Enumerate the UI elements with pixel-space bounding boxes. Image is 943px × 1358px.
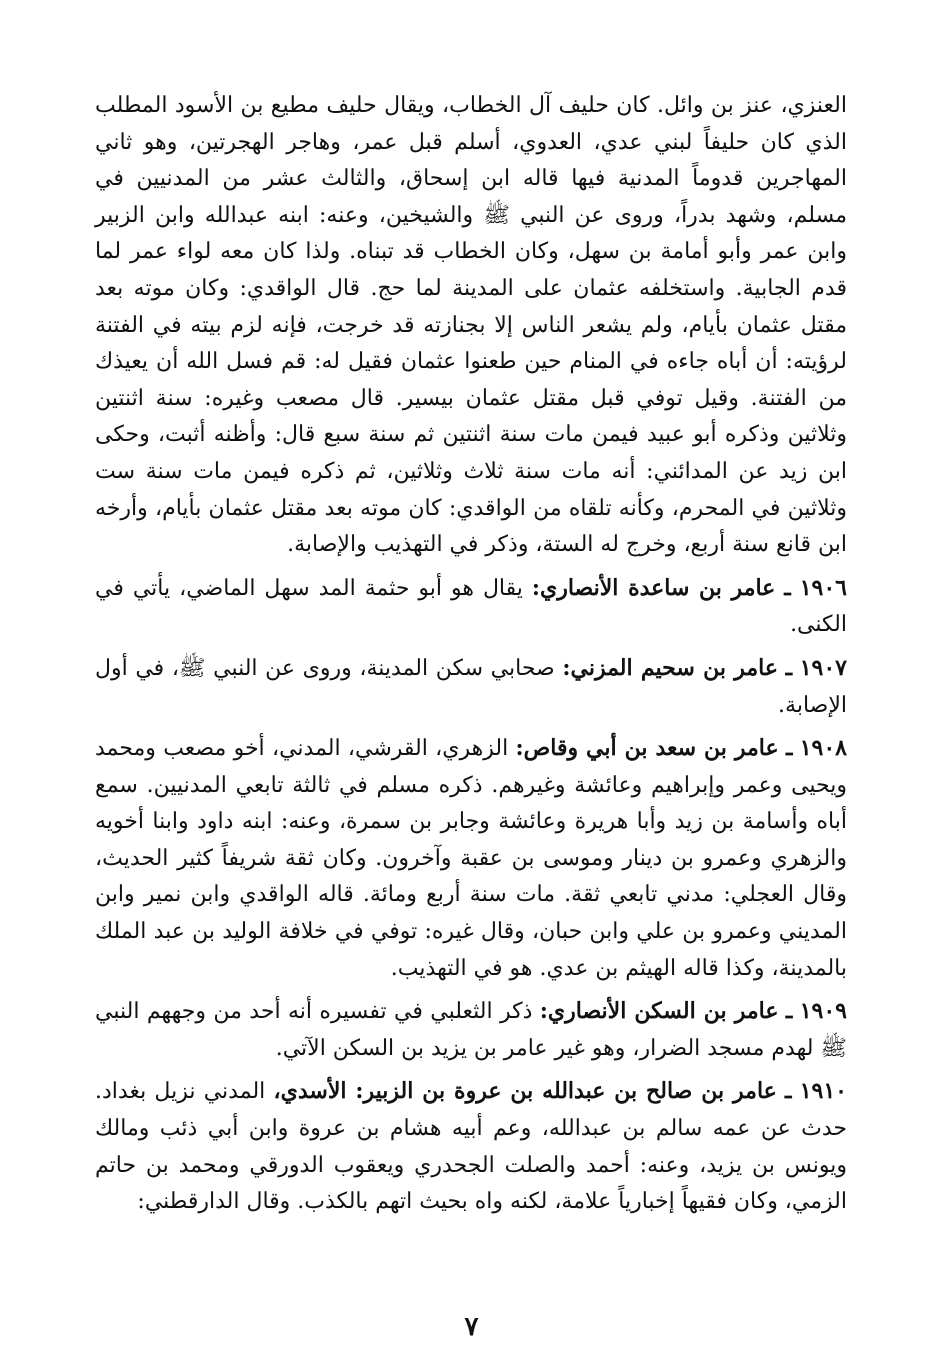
entry-name: عامر بن ساعدة الأنصاري: <box>531 574 776 601</box>
entry-name: عامر بن صالح بن عبدالله بن عروة بن الزبير: الأسدي، <box>273 1078 777 1105</box>
page-body <box>95 88 847 1227</box>
entry-dash: ـ <box>784 574 791 601</box>
entry-name: عامر بن سعد بن أبي وقاص: <box>515 735 779 762</box>
entry-dash: ـ <box>785 998 793 1025</box>
entry-text: الزهري، القرشي، المدني، أخو مصعب ومحمد ويحيى وعمر وإبراهيم وعائشة وغيرهم. ذكره مسلم في ثالثة تابعي المدنيين. سمع أباه وأسامة بن زيد وأبا هريرة وعائشة وجابر بن سمرة، وعنه: ابنه داود وابنا أخويه والزهري وعمرو بن دينار وموسى بن عقبة وآخرون. وكان ثقة شريفاً كثير الحديث، وقال العجلي: مدني تابعي ثقة. مات سنة أربع ومائة. قاله الواقدي وابن نمير وابن المديني وعمرو بن علي وابن حبان، وقال غيره: توفي في خلافة الوليد بن عبد الملك بالمدينة، وكذا قاله الهيثم بن عدي. هو في التهذيب. <box>95 736 847 981</box>
entry-dash: ـ <box>785 1078 792 1105</box>
entry-text: صحابي سكن المدينة، وروى عن النبي ﷺ، في أول الإصابة. <box>95 655 847 718</box>
entry-number: ١٩٠٩ <box>799 998 847 1025</box>
intro-text: العنزي، عنز بن وائل. كان حليف آل الخطاب، ويقال حليف مطيع بن الأسود المطلب الذي كان حليفاً لبني عدي، العدوي، أسلم قبل عمر، وهاجر الهجرتين، وهو ثاني المهاجرين قدوماً المدنية فيها قاله ابن إسحاق، والثالث عشر من المدنيين في مسلم، وشهد بدراً، وروى عن النبي ﷺ والشيخين، وعنه: ابنه عبدالله وابن الزبير وابن عمر وأبو أمامة بن سهل، وكان الخطاب قد تبناه. ولذا كان معه لواء عمر لما قدم الجابية. واستخلفه عثمان على المدينة لما حج. قال الواقدي: وكان موته بعد مقتل عثمان بأيام، ولم يشعر الناس إلا بجنازته قد خرجت، فإنه لزم بيته في الفتنة لرؤيته: أن أباه جاءه في المنام حين طعنوا عثمان فقيل له: قم فسل الله أن يعيذك من الفتنة. وقيل توفي قبل مقتل عثمان بيسير. قال مصعب وغيره: سنة اثنتين وثلاثين وذكره أبو عبيد فيمن مات سنة اثنتين ثم سنة سبع قال: وأظنه أثبت، وحكى ابن زيد عن المدائني: أنه مات سنة ثلاث وثلاثين، ثم ذكره فيمن مات سنة ست وثلاثين في المحرم، وكأنه تلقاه من الواقدي: كان موته بعد مقتل عثمان بأيام، وأرخه ابن قانع سنة أربع، وخرج له الستة، وذكر في التهذيب والإصابة. <box>95 93 847 558</box>
entry-name: عامر بن سحيم المزني: <box>562 654 779 681</box>
entry-number: ١٩٠٧ <box>799 654 847 681</box>
entry-name: عامر بن السكن الأنصاري: <box>539 998 779 1025</box>
page-number: ٧ <box>464 1312 479 1342</box>
entry-dash: ـ <box>785 735 793 762</box>
entry-1906 <box>95 570 847 644</box>
entry-1909 <box>95 993 847 1067</box>
intro-paragraph <box>95 88 847 564</box>
entry-number: ١٩٠٦ <box>799 574 847 601</box>
entry-dash: ـ <box>785 654 793 681</box>
entry-text: ذكر الثعلبي في تفسيره أنه أحد من وجههم النبي ﷺ لهدم مسجد الضرار، وهو غير عامر بن يزيد بن السكن الآتي. <box>95 999 847 1061</box>
entry-1907 <box>95 650 847 724</box>
entry-text: المدني نزيل بغداد. حدث عن عمه سالم بن عبدالله، وعم أبيه هشام بن عروة وابن أبي ذئب ومالك ويونس بن يزيد، وعنه: أحمد والصلت الجحدري ويعقوب الدورقي ومحمد بن حاتم الزمي، وكان فقيهاً إخبارياً علامة، لكنه واه بحيث اتهم بالكذب. وقال الدارقطني: <box>95 1079 847 1215</box>
entry-1908 <box>95 730 847 987</box>
entry-text: يقال هو أبو حثمة المد سهل الماضي، يأتي في الكنى. <box>95 575 847 638</box>
entry-number: ١٩٠٨ <box>799 735 847 762</box>
entry-number: ١٩١٠ <box>799 1078 847 1105</box>
entry-1910 <box>95 1073 847 1220</box>
